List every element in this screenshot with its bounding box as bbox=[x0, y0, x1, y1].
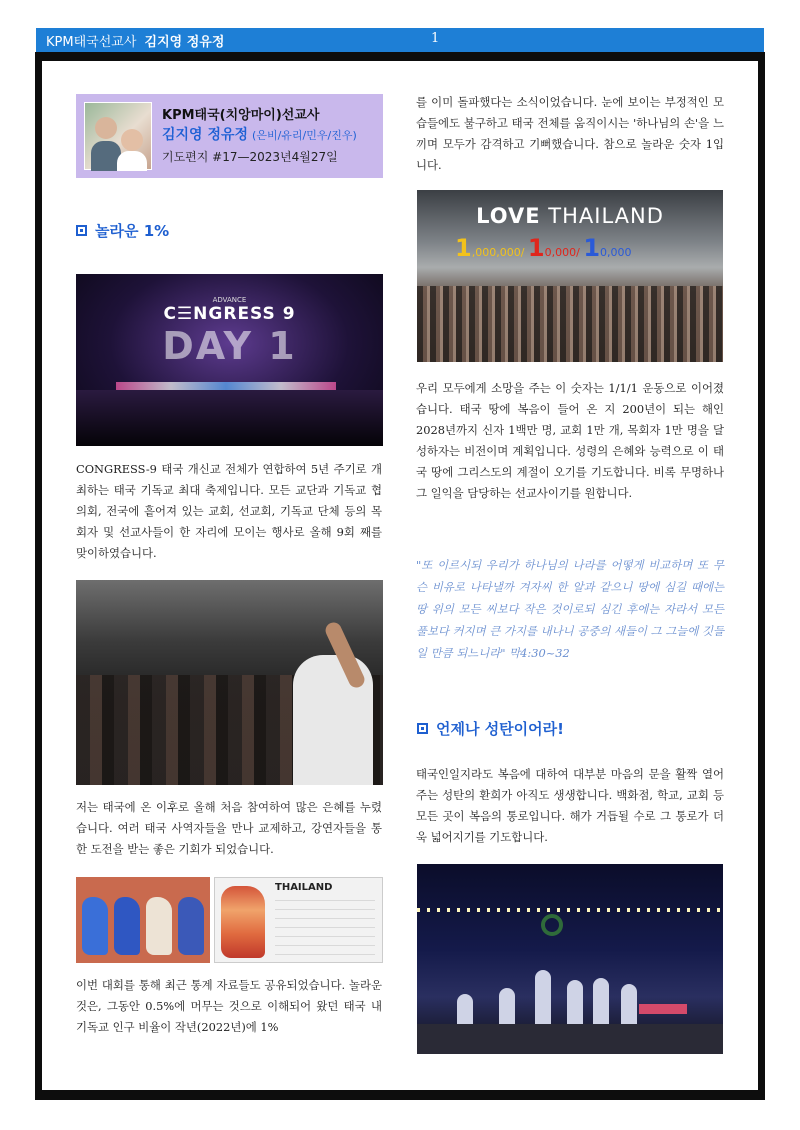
square-bullet-icon bbox=[417, 723, 428, 734]
profile-box bbox=[76, 94, 383, 178]
paragraph-participation: 저는 태국에 온 이후로 올해 처음 참여하여 많은 은혜를 누렸습니다. 여러 태국 사역자들을 만나 교제하고, 강연자들을 통한 도전을 받는 좋은 기회가 되었습니다. bbox=[76, 800, 382, 856]
paragraph-111-movement: 우리 모두에게 소망을 주는 이 숫자는 1/1/1 운동으로 이어졌습니다. 태국 땅에 복음이 들어 온 지 200년이 되는 해인 2028년까지 신자 1백만 명, 교회 1만 개, 목회자 1만 명을 달성하자는 비전이며 계획입니다. 성령의 은혜와 능력으로 이 태국 땅에 그리스도의 계절이 오기를 기도합니다. 비록 무명하나 그 일익을 담당하는 선교사이기를 원합니다. bbox=[416, 381, 724, 500]
vision-numbers: 1,000,000/ 10,000/ 10,000 bbox=[455, 234, 632, 262]
thailand-infographic-image bbox=[214, 877, 383, 963]
profile-children: (은비/유리/민우/진우) bbox=[252, 129, 357, 142]
infographic-title: THAILAND bbox=[275, 882, 333, 893]
paragraph-congress: CONGRESS-9 태국 개신교 전체가 연합하여 5년 주기로 개최하는 태국 기독교 최대 축제입니다. 모든 교단과 기독교 협의회, 전국에 흩어져 있는 교회, 선교회, 기독교 단체 등의 목회자 및 선교사들이 한 자리에 모이는 행사로 올해 9회 째를 맞이하였습니다. bbox=[76, 462, 382, 560]
statistics-maps-image bbox=[76, 877, 210, 963]
worship-crowd-photo bbox=[76, 580, 383, 785]
section-heading-2: 언제나 성탄이어라! bbox=[417, 718, 564, 739]
header-org: KPM태국선교사 김지영 정유정 bbox=[46, 35, 225, 50]
congress-day1-photo: ADVANCE C☰NGRESS 9 DAY 1 bbox=[76, 274, 383, 446]
square-bullet-icon bbox=[76, 225, 87, 236]
page-header bbox=[36, 28, 764, 52]
header-names: 김지영 정유정 bbox=[144, 35, 225, 50]
paragraph-christmas: 태국인일지라도 복음에 대하여 대부분 마음의 문을 활짝 열어주는 성탄의 환희가 아직도 생생합니다. 백화점, 학교, 교회 등 모든 곳이 복음의 통로입니다. 해가 거듭될 수로 그 통로가 더욱 넓어지기를 기도합니다. bbox=[416, 767, 724, 844]
section-heading-1: 놀라운 1% bbox=[76, 220, 169, 241]
profile-photo bbox=[84, 102, 152, 170]
love-thailand-title: LOVE THAILAND bbox=[476, 204, 664, 228]
profile-names: 김지영 정유정 (은비/유리/민우/진우) bbox=[162, 127, 357, 143]
scripture-quote: "또 이르시되 우리가 하나님의 나라를 어떻게 비교하며 또 무슨 비유로 나타낼까 겨자씨 한 알과 같으니 땅에 심길 때에는 땅 위의 모든 씨보다 작은 것이로되 심긴 후에는 자라서 모든 풀보다 커지며 큰 가지를 내나니 공중의 새들이 그 그늘에 깃들일 만큼 되느니라" 막4:30~32 bbox=[416, 558, 724, 660]
paragraph-statistics: 이번 대회를 통해 최근 통계 자료들도 공유되었습니다. 놀라운 것은, 그동안 0.5%에 머무는 것으로 이해되어 왔던 태국 내 기독교 인구 비율이 작년(2022년)에 1% bbox=[76, 978, 382, 1034]
christmas-band-photo bbox=[417, 864, 723, 1054]
letter-date: 기도편지 #17—2023년4월27일 bbox=[162, 150, 338, 164]
paragraph-number-one: 를 이미 돌파했다는 소식이었습니다. 눈에 보이는 부정적인 모습들에도 불구하고 태국 전체를 움직이시는 '하나님의 손'을 느끼며 모두가 감격하고 기뻐했습니다. 참으로 놀라운 숫자 1입니다. bbox=[416, 95, 724, 172]
profile-title: KPM태국(치앙마이)선교사 bbox=[162, 108, 320, 123]
page-number: 1 bbox=[431, 31, 440, 46]
love-thailand-photo bbox=[417, 190, 723, 362]
